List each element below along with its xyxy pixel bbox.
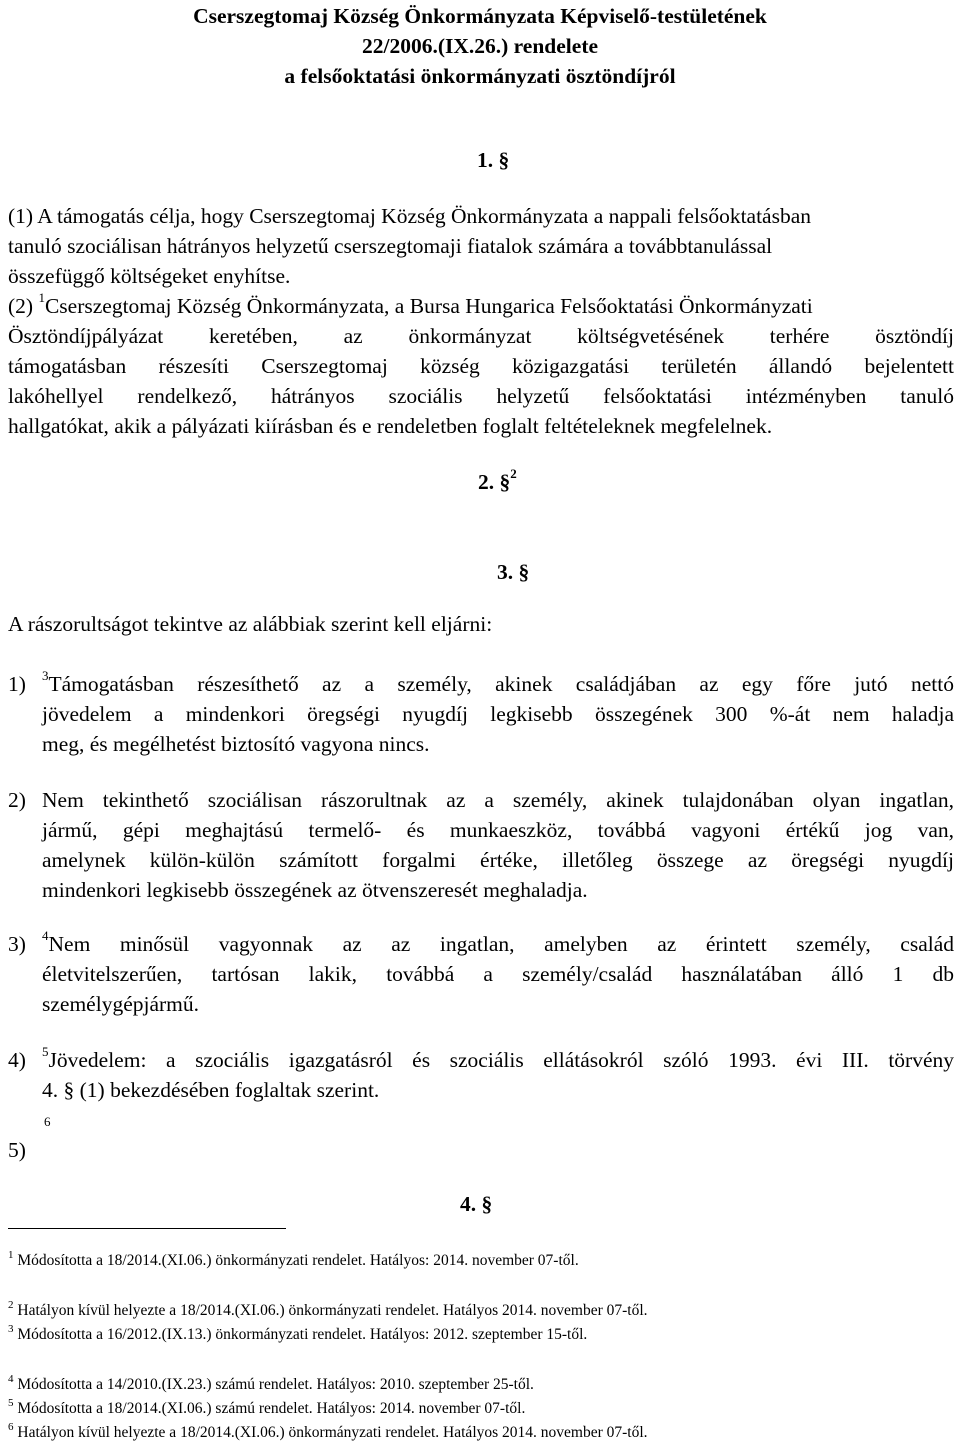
- s3-item-1-line-1: $^3$Támogatásban részesíthető az a személy, akinek családjában az egy főre jutó nettó: [42, 668, 954, 696]
- s3-item-2-line-1: Nem tekinthető szociálisan rászorultnak az a személy, akinek tulajdonában olyan ingatlan,: [42, 788, 954, 812]
- s3-item-4-line-2: 4. § (1) bekezdésében foglaltak szerint.: [42, 1078, 380, 1102]
- footnote-ref-1: 1: [38, 290, 45, 305]
- s3-item-3-line-3: személygépjármű.: [42, 992, 200, 1016]
- s1-p1-line-3: összefüggő költségeket enyhítse.: [8, 264, 291, 288]
- s3-intro: A rászorultságot tekintve az alábbiak szerint kell eljárni:: [8, 612, 493, 636]
- s3-item-1-number: 1): [8, 672, 26, 696]
- s3-item-2-line-4: mindenkori legkisebb összegének az ötvenszeresét meghaladja.: [42, 878, 588, 902]
- footnote-separator: [8, 1228, 286, 1229]
- s3-item-1-line-3: meg, és megélhetést biztosító vagyona nincs.: [42, 732, 430, 756]
- section-1-heading: 1. §: [477, 148, 510, 172]
- document-title-line-1: Cserszegtomaj Község Önkormányzata Képviselő-testületének: [193, 4, 767, 28]
- footnote-2: $^2$ Hatályon kívül helyezte a 18/2014.(XI.06.) önkormányzati rendelet. Hatályos 2014. november 07-től.: [8, 1299, 648, 1319]
- s3-item-1-line-2: jövedelem a mindenkori öregségi nyugdíj legkisebb összegének 300 %-át nem haladja: [42, 702, 954, 726]
- s3-item-2-number: 2): [8, 788, 26, 812]
- s1-p1-line-1: (1) A támogatás célja, hogy Cserszegtomaj Község Önkormányzata a nappali felsőoktatásban: [8, 204, 812, 228]
- s3-item-4-line-1: $^5$Jövedelem: a szociális igazgatásról és szociális ellátásokról szóló 1993. évi III. törvény: [42, 1044, 954, 1072]
- s3-item-2-line-3: amelynek külön-külön számított forgalmi értéke, illetőleg összege az öregségi nyugdíj: [42, 848, 954, 872]
- s3-item-3-line-2: életvitelszerűen, tartósan lakik, továbbá a személy/család használatában álló 1 db: [42, 962, 954, 986]
- footnote-ref-5: 5: [42, 1044, 49, 1059]
- s1-p2-text-1: Cserszegtomaj Község Önkormányzata, a Bursa Hungarica Felsőoktatási Önkormányzati: [44, 294, 813, 318]
- footnote-ref-2: 2: [510, 466, 517, 481]
- s3-item-4-number: 4): [8, 1048, 26, 1072]
- footnote-ref-6: 6: [44, 1114, 51, 1129]
- s1-p2-line-2: Ösztöndíjpályázat keretében, az önkormányzat költségvetésének terhére ösztöndíj: [8, 324, 954, 348]
- footnote-3: $^3$ Módosította a 16/2012.(IX.13.) önkormányzati rendelet. Hatályos: 2012. szeptember 15-től.: [8, 1323, 588, 1343]
- footnote-ref-3: 3: [42, 668, 49, 683]
- section-2-heading: 2. §$^2$: [478, 466, 517, 494]
- s1-p2-line-5: hallgatókat, akik a pályázati kiírásban és e rendeletben foglalt feltételeknek megfelelnek.: [8, 414, 773, 438]
- s3-item-3-number: 3): [8, 932, 26, 956]
- section-3-heading: 3. §: [497, 560, 530, 584]
- s3-item-3-line-1: $^4$Nem minősül vagyonnak az az ingatlan, amelyben az érintett személy, család: [42, 928, 954, 956]
- section-4-heading: 4. §: [460, 1192, 493, 1216]
- s3-item-2-line-2: jármű, gépi meghajtású termelő- és munkaeszköz, továbbá vagyoni értékű jog van,: [42, 818, 954, 842]
- footnote-ref-4: 4: [42, 928, 49, 943]
- footnote-1: $^1$ Módosította a 18/2014.(XI.06.) önkormányzati rendelet. Hatályos: 2014. november 07-től.: [8, 1249, 579, 1269]
- s1-p1-line-2: tanuló szociálisan hátrányos helyzetű cserszegtomaji fiatalok számára a továbbtanulással: [8, 234, 773, 258]
- footnote-4: $^4$ Módosította a 14/2010.(IX.23.) számú rendelet. Hatályos: 2010. szeptember 25-től.: [8, 1373, 534, 1393]
- document-title-line-3: a felsőoktatási önkormányzati ösztöndíjról: [284, 64, 676, 88]
- s1-p2-line-1: [8, 290, 813, 319]
- s3-item-5-line: [44, 1114, 51, 1143]
- s1-p2-line-4: lakóhellyel rendelkező, hátrányos szociális helyzetű felsőoktatási intézményben tanuló: [8, 384, 954, 408]
- s1-p2-number: (2): [8, 294, 34, 318]
- footnote-6: $^6$ Hatályon kívül helyezte a 18/2014.(XI.06.) önkormányzati rendelet. Hatályos 2014. november 07-től.: [8, 1421, 648, 1441]
- document-title-line-2: 22/2006.(IX.26.) rendelete: [361, 34, 599, 58]
- s3-item-5-number: 5): [8, 1138, 26, 1162]
- footnote-5: $^5$ Módosította a 18/2014.(XI.06.) számú rendelet. Hatályos: 2014. november 07-től.: [8, 1397, 526, 1417]
- s1-p2-line-3: támogatásban részesíti Cserszegtomaj község közigazgatási területén állandó bejelentett: [8, 354, 954, 378]
